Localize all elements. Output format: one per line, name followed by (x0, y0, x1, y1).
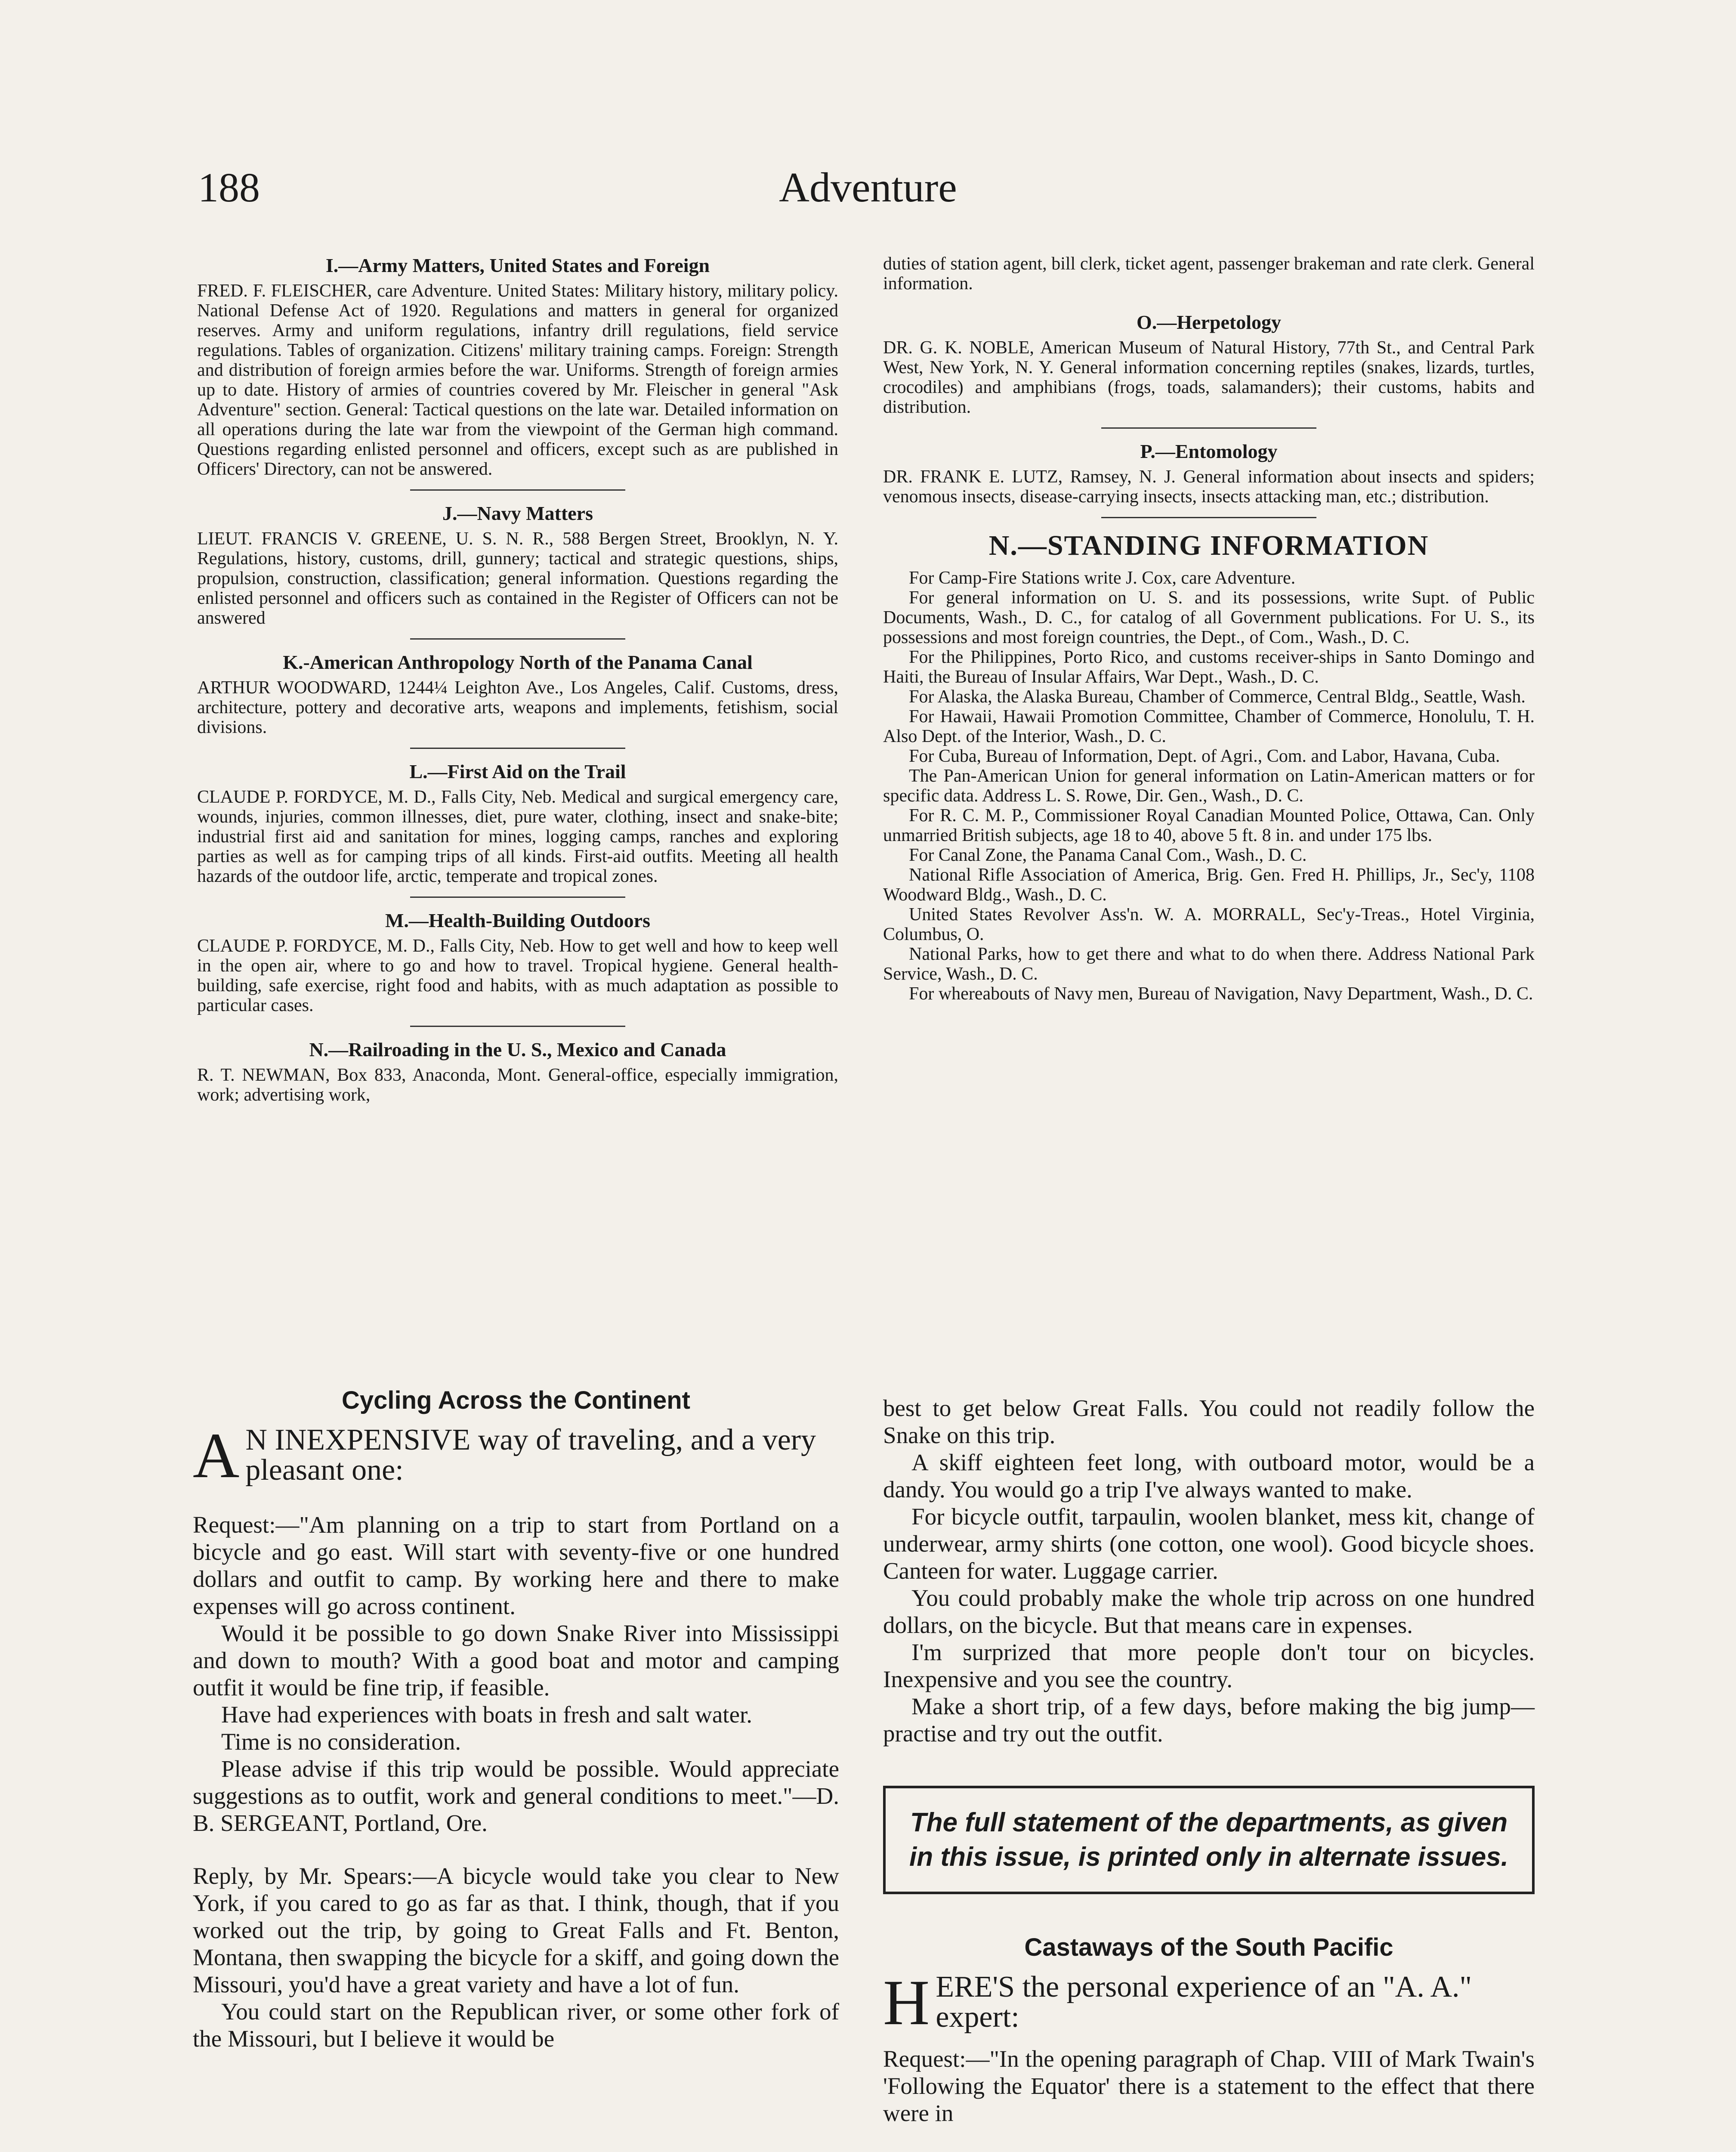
section-body: CLAUDE P. FORDYCE, M. D., Falls City, Neb. Medical and surgical emergency care, wounds, injuries, common illnesses, diet, pure water, clothing, insect and snake-bite; industrial first aid and sanitation for mines, logging camps, ranches and exploring parties as well as for camping trips of all kinds. First-aid outfits. Meeting all health hazards of the outdoor life, arctic, temperate and tropical zones. (197, 787, 838, 886)
divider (410, 1026, 625, 1027)
section-navy (197, 502, 838, 628)
intro-text: ERE'S the personal experience of an "A. A." expert: (936, 1970, 1472, 2034)
standing-item: For the Philippines, Porto Rico, and customs receiver-ships in Santo Domingo and Haiti, the Bureau of Insular Affairs, War Dept., Wash., D. C. (883, 647, 1535, 687)
standing-item: United States Revolver Ass'n. W. A. MORRALL, Sec'y-Treas., Hotel Virginia, Columbus, O. (883, 905, 1535, 944)
reply-paragraph: Reply, by Mr. Spears:—A bicycle would take you clear to New York, if you cared to go as far as that. I think, though, that if you worked out the trip, by going to Great Falls and Ft. Benton, Montana, then swapping the bicycle for a skiff, and going down the Missouri, you'd have a great variety and have a lot of fun. (193, 1863, 839, 1997)
paragraph: You could probably make the whole trip across on one hundred dollars, on the bicycle. But that means care in expenses. (883, 1585, 1535, 1638)
divider (1101, 517, 1316, 518)
section-heading: P.—Entomology (1140, 440, 1278, 462)
section-heading: N.—Railroading in the U. S., Mexico and Canada (309, 1039, 726, 1061)
section-body: DR. G. K. NOBLE, American Museum of Natural History, 77th St., and Central Park West, New York, N. Y. General information concerning reptiles (snakes, lizards, turtles, crocodiles) and amphibians (frogs, toads, salamanders); their customs, habits and distribution. (883, 338, 1535, 417)
section-heading: M.—Health-Building Outdoors (385, 909, 650, 931)
continued-text: duties of station agent, bill clerk, ticket agent, passenger brakeman and rate clerk. General information. (883, 254, 1535, 294)
standing-item: For R. C. M. P., Commissioner Royal Canadian Mounted Police, Ottawa, Can. Only unmarried British subjects, age 18 to 40, above 5 ft. 8 in. and under 175 lbs. (883, 806, 1535, 845)
page-number: 188 (198, 164, 260, 210)
request-paragraph: Request:—"In the opening paragraph of Chap. VIII of Mark Twain's 'Following the Equator' there is a statement to the effect that there were in (883, 2046, 1535, 2126)
drop-cap: A (193, 1420, 240, 1491)
drop-cap: H (883, 1967, 930, 2038)
article-title: Cycling Across the Continent (342, 1386, 690, 1414)
notice-box: The full statement of the departments, as given in this issue, is printed only in alternate issues. (883, 1786, 1535, 1894)
section-body: FRED. F. FLEISCHER, care Adventure. United States: Military history, military policy. National Defense Act of 1920. Regulations and matters in general for organized reserves. Army and uniform regulations, infantry drill regulations, field service regulations. Tables of organization. Citizens' military training camps. Foreign: Strength and distribution of foreign armies before the war. Uniforms. Strength of foreign armies up to date. History of armies of countries covered by Mr. Fleischer in general "Ask Adventure" section. General: Tactical questions on the late war. Detailed information on all operations during the late war from the viewpoint of the German high command. Questions regarding enlisted personnel and officers, except such as are published in Officers' Directory, can not be answered. (197, 281, 838, 479)
intro-text: N INEXPENSIVE way of traveling, and a very pleasant one: (245, 1423, 816, 1487)
paragraph: I'm surprized that more people don't tour on bicycles. Inexpensive and you see the country. (883, 1639, 1535, 1692)
article-castaways (883, 1933, 1535, 2127)
left-column-departments (197, 254, 838, 1115)
standing-information-list (883, 568, 1535, 1004)
section-herpetology (883, 311, 1535, 417)
section-heading: I.—Army Matters, United States and Foreign (325, 254, 710, 276)
standing-item: For Alaska, the Alaska Bureau, Chamber of Commerce, Central Bldg., Seattle, Wash. (909, 687, 1526, 707)
section-heading: K.-American Anthropology North of the Panama Canal (283, 651, 753, 673)
divider (410, 897, 625, 898)
paragraph: Time is no consideration. (221, 1728, 461, 1755)
standing-item: For Cuba, Bureau of Information, Dept. of Agri., Com. and Labor, Havana, Cuba. (909, 746, 1500, 766)
paragraph: Have had experiences with boats in fresh and salt water. (221, 1701, 753, 1728)
section-heading: O.—Herpetology (1137, 311, 1281, 333)
article-cycling-continued (883, 1394, 1535, 2127)
paragraph: You could start on the Republican river, or some other fork of the Missouri, but I believe it would be (193, 1998, 839, 2052)
section-heading: J.—Navy Matters (442, 502, 593, 524)
section-army (197, 254, 838, 479)
section-railroading (197, 1038, 838, 1105)
section-body: ARTHUR WOODWARD, 1244¼ Leighton Ave., Los Angeles, Calif. Customs, dress, architecture, pottery and decorative arts, weapons and implements, fetishism, social divisions. (197, 678, 838, 737)
section-entomology (883, 440, 1535, 507)
article-cycling (193, 1386, 839, 2052)
standing-item: For general information on U. S. and its possessions, write Supt. of Public Documents, Wash., D. C., for catalog of all Government publications. For U. S., its possessions and most foreign countries, the Dept., of Com., Wash., D. C. (883, 588, 1535, 647)
paragraph: Would it be possible to go down Snake River into Mississippi and down to mouth? With a good boat and motor and camping outfit it would be fine trip, if feasible. (193, 1620, 839, 1701)
standing-item: For whereabouts of Navy men, Bureau of Navigation, Navy Department, Wash., D. C. (909, 984, 1533, 1004)
standing-item: For Canal Zone, the Panama Canal Com., Wash., D. C. (909, 845, 1307, 865)
standing-item: National Parks, how to get there and what to do when there. Address National Park Service, Wash., D. C. (883, 944, 1535, 984)
paragraph: A skiff eighteen feet long, with outboard motor, would be a dandy. You would go a trip I've always wanted to make. (883, 1449, 1535, 1503)
article-title: Castaways of the South Pacific (1024, 1933, 1393, 1961)
divider (410, 489, 625, 491)
section-body: LIEUT. FRANCIS V. GREENE, U. S. N. R., 588 Bergen Street, Brooklyn, N. Y. Regulations, history, customs, drill, gunnery; tactical and strategic questions, ships, propulsion, construction, classification; general information. Questions regarding the enlisted personnel and officers such as contained in the Register of Officers can not be answered (197, 529, 838, 628)
standing-item: The Pan-American Union for general information on Latin-American matters or for specific data. Address L. S. Rowe, Dir. Gen., Wash., D. C. (883, 766, 1535, 806)
page-title: Adventure (779, 164, 957, 211)
paragraph: best to get below Great Falls. You could not readily follow the Snake on this trip. (883, 1395, 1535, 1448)
section-first-aid (197, 760, 838, 886)
section-anthropology (197, 651, 838, 737)
right-column-departments (883, 254, 1535, 1004)
paragraph: For bicycle outfit, tarpaulin, woolen blanket, mess kit, change of underwear, army shirts (one cotton, one wool). Good bicycle shoes. Canteen for water. Luggage carrier. (883, 1503, 1535, 1584)
section-health (197, 909, 838, 1015)
standing-item: For Hawaii, Hawaii Promotion Committee, Chamber of Commerce, Honolulu, T. H. Also Dept. of the Interior, Wash., D. C. (883, 707, 1535, 746)
divider (410, 638, 625, 640)
divider (410, 748, 625, 749)
section-heading: L.—First Aid on the Trail (409, 761, 626, 782)
request-paragraph: Request:—"Am planning on a trip to start from Portland on a bicycle and go east. Will start with seventy-five or one hundred dollars and outfit to camp. By working here and there to make expenses will go across continent. (193, 1512, 839, 1619)
paragraph: Please advise if this trip would be possible. Would appreciate suggestions as to outfit, work and general conditions to meet."—D. B. SERGEANT, Portland, Ore. (193, 1756, 839, 1836)
page-header (0, 164, 1736, 215)
article-intro (883, 1967, 1535, 2038)
section-body: R. T. NEWMAN, Box 833, Anaconda, Mont. General-office, especially immigration, work; advertising work, (197, 1065, 838, 1105)
section-body: CLAUDE P. FORDYCE, M. D., Falls City, Neb. How to get well and how to keep well in the open air, where to go and how to travel. Tropical hygiene. General health-building, safe exercise, right food and habits, with as much adaptation as possible to particular cases. (197, 936, 838, 1015)
standing-item: For Camp-Fire Stations write J. Cox, care Adventure. (909, 568, 1296, 588)
standing-information-heading: N.—STANDING INFORMATION (988, 530, 1429, 561)
section-body: DR. FRANK E. LUTZ, Ramsey, N. J. General information about insects and spiders; venomous insects, disease-carrying insects, insects attacking man, etc.; distribution. (883, 467, 1535, 507)
standing-item: National Rifle Association of America, Brig. Gen. Fred H. Phillips, Jr., Sec'y, 1108 Woodward Bldg., Wash., D. C. (883, 865, 1535, 905)
divider (1101, 427, 1316, 429)
paragraph: Make a short trip, of a few days, before making the big jump—practise and try out the outfit. (883, 1693, 1535, 1747)
article-intro (193, 1420, 839, 1491)
